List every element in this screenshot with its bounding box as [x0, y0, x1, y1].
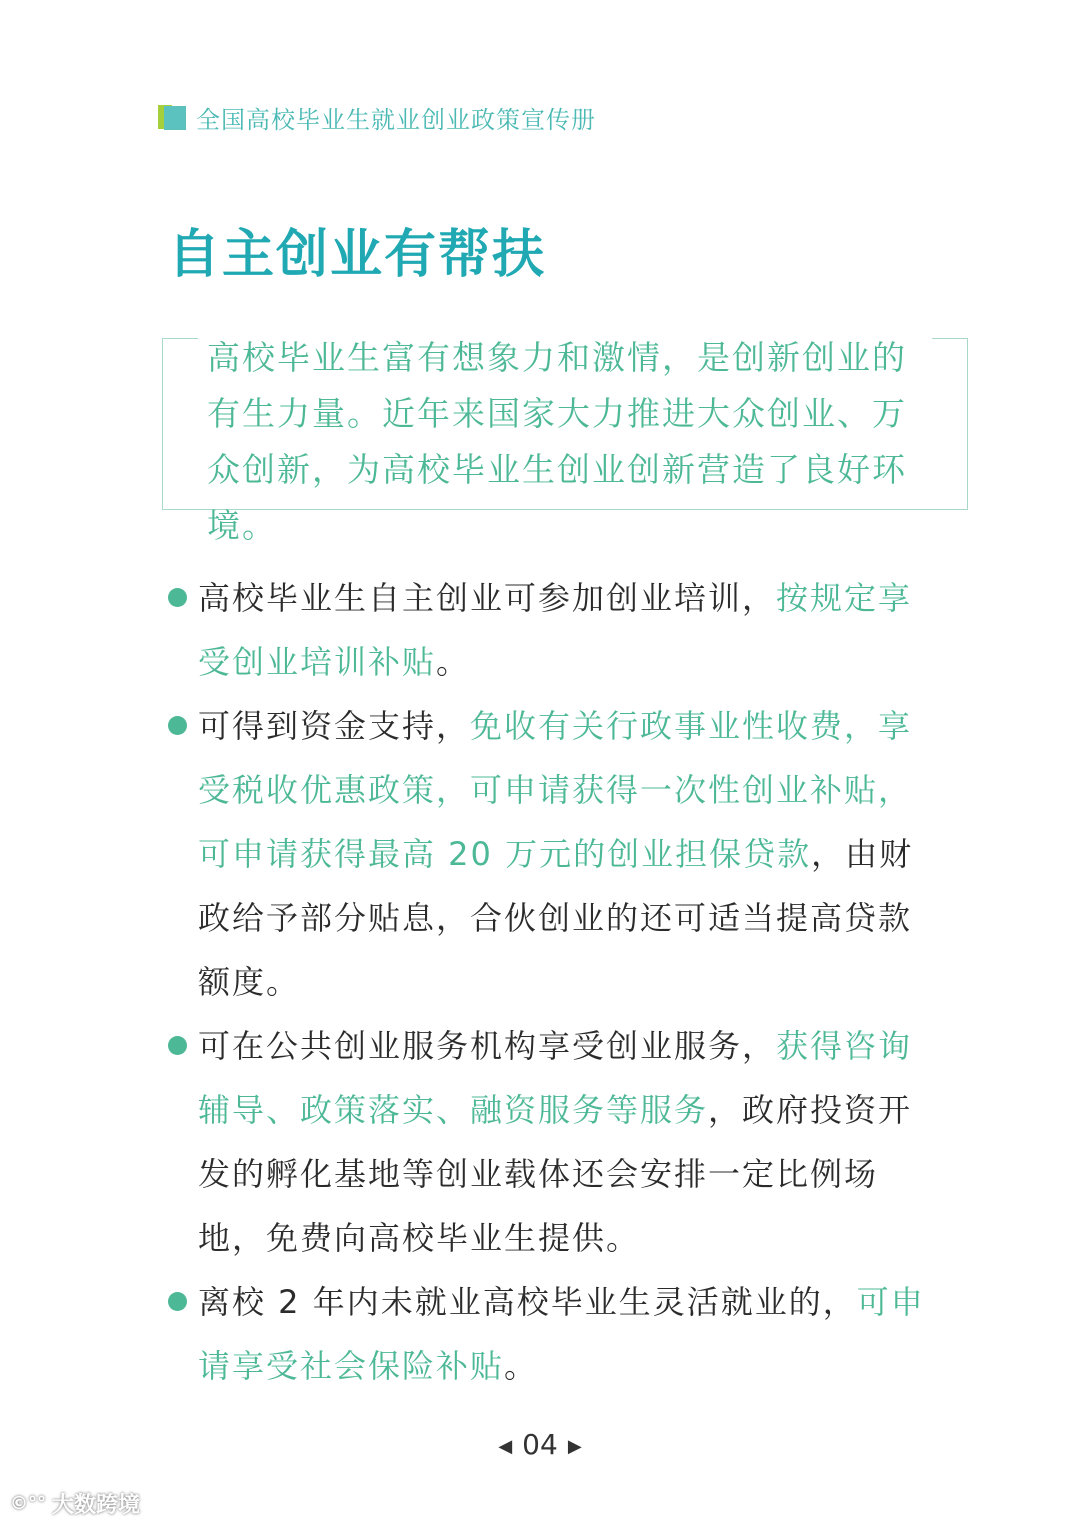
next-arrow-icon: ▶ [567, 1435, 582, 1457]
watermark-text: 大数跨境 [52, 1493, 141, 1518]
bullet-dot-icon [168, 716, 187, 735]
prev-arrow-icon: ◀ [498, 1435, 513, 1457]
page-number-text: 04 [522, 1428, 558, 1461]
page-header [158, 100, 596, 134]
page-number [0, 1428, 1080, 1461]
watermark-logo-icon: ©°° [10, 1493, 46, 1514]
bullet-text: 可得到资金支持， [198, 707, 471, 745]
header-square-icon [158, 103, 186, 131]
bullet-text: 高校毕业生自主创业可参加创业培训， [198, 579, 777, 617]
bullet-highlight: 免收有关行政事业性收费，享受税收优惠政策，可申请获得一次性创业补贴，可申请获得最高 20 万元的创业担保贷款 [198, 707, 913, 873]
bullet-item [168, 1270, 944, 1398]
watermark [10, 1488, 140, 1519]
bullet-highlight: 获得咨询辅导、政策落实、融资服务等服务 [198, 1027, 913, 1129]
bullet-item [168, 1014, 944, 1270]
bullet-highlight: 按规定享受创业培训补贴 [198, 579, 913, 681]
page-title: 自主创业有帮扶 [168, 225, 547, 285]
bullet-item [168, 566, 944, 694]
bullet-text: 。 [504, 1347, 539, 1385]
intro-text: 高校毕业生富有想象力和激情，是创新创业的有生力量。近年来国家大力推进大众创业、万众创新，为高校毕业生创业创新营造了良好环境。 [207, 338, 907, 545]
bullet-list [168, 566, 944, 1398]
bullet-text: ，政府投资开发的孵化基地等创业载体还会安排一定比例场地，免费向高校毕业生提供。 [198, 1091, 913, 1257]
bullet-highlight: 可申请享受社会保险补贴 [198, 1283, 925, 1385]
bullet-dot-icon [168, 1036, 187, 1055]
bullet-dot-icon [168, 1292, 187, 1311]
bullet-dot-icon [168, 588, 187, 607]
bullet-text: 可在公共创业服务机构享受创业服务， [198, 1027, 777, 1065]
bullet-text: 离校 2 年内未就业高校毕业生灵活就业的， [198, 1283, 857, 1321]
bullet-text: ，由财政给予部分贴息，合伙创业的还可适当提高贷款额度。 [198, 835, 914, 1001]
booklet-title: 全国高校毕业生就业创业政策宣传册 [196, 105, 596, 134]
bullet-text: 。 [436, 643, 471, 681]
bullet-item [168, 694, 944, 1014]
intro-box [162, 338, 968, 545]
